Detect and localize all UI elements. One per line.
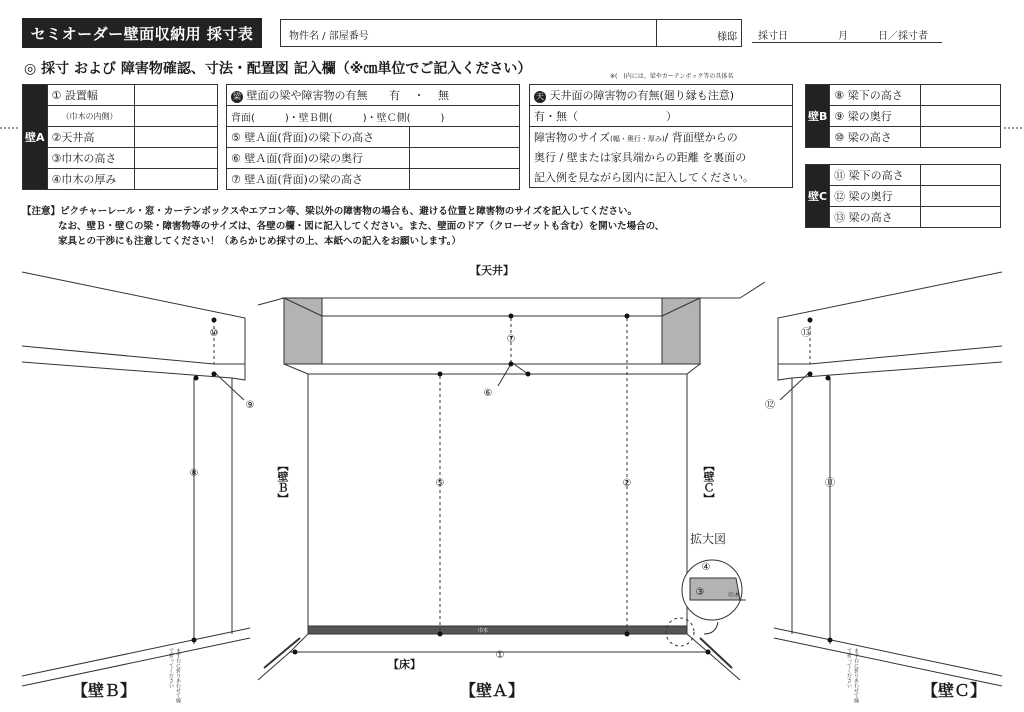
beam-yes[interactable]: 有 (389, 89, 400, 102)
wall-c-row-12: ⑫ 梁の奥行 (830, 186, 921, 207)
num-13: ⑬ (801, 328, 811, 339)
beam-badge: 梁 (233, 92, 241, 101)
wall-a-row-5: ④巾木の厚み (47, 169, 134, 190)
section-title: ◎ 採寸 および 障害物確認、寸法・配置図 記入欄（※㎝単位でご記入ください） (24, 61, 532, 77)
ceiling-header-text: 天井面の障害物の有無(廻り縁も注意) (549, 89, 735, 102)
section-note: ※( )内には、梁やカーテンボック等の具体名 (610, 73, 734, 80)
ceiling-label: 【天井】 (470, 264, 514, 277)
num-8: ⑧ (189, 468, 199, 479)
ceiling-line-2: 奥行 / 壁または家具端からの距離 を裏面の (530, 147, 793, 167)
wall-b-row-10: ⑩ 梁の高さ (830, 127, 921, 148)
wall-c-diagram-label: 【壁Ｃ】 (922, 681, 987, 700)
wall-b-row-8: ⑧ 梁下の高さ (830, 85, 921, 106)
wall-c-row-11: ⑪ 梁下の高さ (830, 165, 921, 186)
beam-row-6: ⑥ 壁Ａ面(背面)の梁の奥行 (227, 148, 410, 169)
wall-a-row-1: ① 設置幅 (47, 85, 134, 106)
num-12: ⑫ (765, 400, 775, 411)
form-title: セミオーダー壁面収納用 採寸表 (22, 18, 262, 48)
caution-line-3: 家具との干渉にも注意してください！（あらかじめ採寸の上、本紙への記入をお願いします。） (58, 236, 461, 247)
wall-b-diagram-label: 【壁Ｂ】 (72, 681, 137, 700)
ceiling-yesno-text: 有・無（ (534, 110, 578, 123)
num-3: ③ (695, 587, 705, 598)
wall-a-row-4: ③巾木の高さ (47, 148, 134, 169)
beam-no[interactable]: 無 (438, 89, 449, 102)
wall-c-row-13: ⑬ 梁の高さ (830, 207, 921, 228)
wall-a-badge: 壁A (23, 85, 48, 190)
num-1: ① (495, 650, 505, 661)
caution-line-2: なお、壁Ｂ・壁Ｃの梁・障害物等のサイズは、各壁の欄・図に記入してください。また、壁面のドア（クローゼットも含む）を開いた場合の、 (58, 221, 665, 232)
floor-baseboard-label: 巾木 (478, 628, 489, 634)
caution-line-1: 【注意】ピクチャーレール・窓・カーテンボックスやエアコン等、梁以外の障害物の場合も、避ける位置と障害物のサイズを記入してください。 (22, 206, 638, 217)
property-label: 物件名 / 部屋番号 (289, 31, 369, 42)
ceiling-yesno-close: ） (666, 110, 677, 123)
wall-a-row-2: （巾木の内側） (47, 106, 134, 127)
beam-sep: ・ (413, 89, 425, 102)
num-9: ⑨ (245, 400, 255, 411)
fold-hint-left: まず右に折りあわせて線で折ってください (168, 648, 181, 703)
ceiling-badge: 天 (536, 92, 544, 101)
wall-b-row-9: ⑨ 梁の奥行 (830, 106, 921, 127)
wall-a-row-3: ②天井高 (47, 127, 134, 148)
day-measurer-label: 日／採寸者 (878, 31, 928, 42)
zoom-baseboard-label: 巾木 (728, 592, 741, 599)
beam-row-7: ⑦ 壁Ａ面(背面)の梁の高さ (227, 169, 410, 190)
beam-header-text: 壁面の梁や障害物の有無 (246, 89, 368, 102)
num-4: ④ (701, 562, 711, 573)
honorific-label: 様邸 (717, 32, 737, 43)
zoom-label: 拡大図 (690, 532, 727, 546)
wall-c-badge: 壁C (806, 165, 830, 228)
wall-c-side-label: 【壁Ｃ】 (702, 460, 715, 504)
num-7: ⑦ (506, 334, 516, 345)
beam-row-5: ⑤ 壁Ａ面(背面)の梁下の高さ (227, 127, 410, 148)
ceiling-line-3: 記入例を見ながら図内に記入してください。 (530, 167, 793, 188)
fold-hint-right: まず右に折りあわせて線で折ってください (846, 648, 859, 703)
month-label: 月 (838, 31, 848, 42)
num-6: ⑥ (483, 388, 493, 399)
floor-label: 【床】 (388, 658, 421, 671)
num-2: ② (622, 478, 632, 489)
ceiling-line-1a: 障害物のサイズ (534, 131, 611, 144)
ceiling-line-1c: / 背面壁からの (664, 131, 738, 144)
date-label: 採寸日 (758, 31, 788, 42)
num-10: ⑩ (209, 328, 219, 339)
wall-b-badge: 壁B (806, 85, 830, 148)
wall-b-side-label: 【壁Ｂ】 (276, 460, 289, 504)
num-11: ⑪ (825, 478, 835, 489)
beam-back-line[interactable]: 背面( )・壁Ｂ側( )・壁Ｃ側( ) (227, 106, 520, 127)
num-5: ⑤ (435, 478, 445, 489)
ceiling-line-1b: (幅・奥行・厚み) (610, 135, 665, 143)
wall-a-diagram-label: 【壁Ａ】 (460, 681, 525, 700)
